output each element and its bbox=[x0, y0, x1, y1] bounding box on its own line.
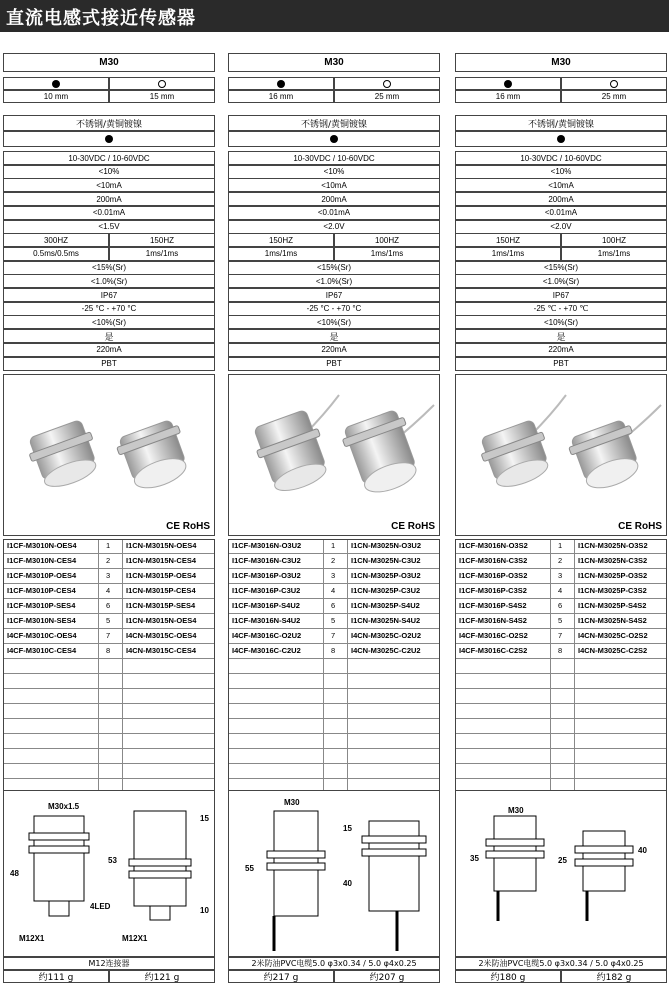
model-left: I4CF-M3016C-O2U2 bbox=[232, 631, 302, 640]
filled-dot-icon bbox=[504, 80, 512, 88]
spec-short_current: 220mA bbox=[455, 343, 667, 357]
model-num: 4 bbox=[331, 586, 336, 595]
spec-short_current: 220mA bbox=[228, 343, 440, 357]
model-num: 4 bbox=[558, 586, 563, 595]
table-row bbox=[229, 585, 439, 599]
model-right: I4CN-M3025C-C2S2 bbox=[578, 646, 648, 655]
model-num: 7 bbox=[106, 631, 111, 640]
cert-marks: CE RoHS bbox=[391, 521, 435, 532]
spec-no_load: <10mA bbox=[3, 178, 215, 192]
model-left: I1CF-M3016P-C3U2 bbox=[232, 586, 301, 595]
model-num: 2 bbox=[331, 556, 336, 565]
model-num: 1 bbox=[558, 541, 563, 550]
dimension-drawing-svg bbox=[4, 791, 214, 956]
spec-short_protect: 是 bbox=[228, 329, 440, 343]
model-left: I1CF-M3010N-CES4 bbox=[7, 556, 77, 565]
model-left: I4CF-M3016C-C2S2 bbox=[459, 646, 528, 655]
table-row bbox=[456, 630, 666, 644]
open-dot-icon bbox=[383, 80, 391, 88]
spec-temp_drift: <10%(Sr) bbox=[3, 315, 215, 329]
spec-load: 200mA bbox=[455, 192, 667, 206]
freq-right: 100HZ bbox=[561, 233, 667, 247]
spec-short_protect: 是 bbox=[455, 329, 667, 343]
spec-ripple: <10% bbox=[455, 165, 667, 179]
dim-len-right: 53 bbox=[108, 856, 117, 865]
table-row bbox=[229, 690, 439, 704]
conn-left: M12X1 bbox=[19, 934, 45, 943]
weight-right: 约182 g bbox=[561, 970, 667, 983]
table-row bbox=[4, 735, 214, 749]
table-row bbox=[229, 600, 439, 614]
dimension-drawing-svg bbox=[456, 791, 666, 956]
model-right: I1CN-M3025P-C3S2 bbox=[578, 586, 647, 595]
model-right: I1CN-M3015N-OES4 bbox=[126, 616, 197, 625]
table-row bbox=[229, 765, 439, 779]
time-left: 1ms/1ms bbox=[228, 247, 334, 261]
model-right: I4CN-M3015C-CES4 bbox=[126, 646, 197, 655]
table-row bbox=[229, 720, 439, 734]
model-left: I1CF-M3010P-OES4 bbox=[7, 571, 77, 580]
sensor-photo-illustration bbox=[229, 375, 439, 535]
spec-temp_drift: <10%(Sr) bbox=[455, 315, 667, 329]
table-row bbox=[229, 570, 439, 584]
dim-len-right: 25 bbox=[558, 856, 567, 865]
table-row bbox=[4, 540, 214, 554]
spec-short_protect: 是 bbox=[3, 329, 215, 343]
model-left: I1CF-M3010P-CES4 bbox=[7, 586, 76, 595]
flush-mount-marker bbox=[228, 77, 334, 90]
model-num: 7 bbox=[558, 631, 563, 640]
spec-ip: IP67 bbox=[3, 288, 215, 302]
nonflush-mount-marker bbox=[109, 77, 215, 90]
model-right: I1CN-M3025N-C3S2 bbox=[578, 556, 648, 565]
size-header: M30 bbox=[3, 53, 215, 72]
spec-leakage: <0.01mA bbox=[228, 206, 440, 220]
table-row bbox=[4, 675, 214, 689]
spec-short_current: 220mA bbox=[3, 343, 215, 357]
model-left: I1CF-M3016P-S4S2 bbox=[459, 601, 527, 610]
material: 不锈钢/黄铜镀镍 bbox=[3, 115, 215, 131]
filled-dot-icon bbox=[557, 135, 565, 143]
spec-ripple: <10% bbox=[3, 165, 215, 179]
material-marker bbox=[3, 131, 215, 147]
model-left: I1CF-M3016N-O3U2 bbox=[232, 541, 302, 550]
spec-voltage: 10-30VDC / 10-60VDC bbox=[228, 151, 440, 165]
model-right: I1CN-M3025P-S4S2 bbox=[578, 601, 647, 610]
flush-mount-marker bbox=[3, 77, 109, 90]
time-left: 0.5ms/0.5ms bbox=[3, 247, 109, 261]
model-left: I1CF-M3016N-S4U2 bbox=[232, 616, 301, 625]
weight-right: 约207 g bbox=[334, 970, 440, 983]
table-row bbox=[456, 660, 666, 674]
dim-led: 4LED bbox=[90, 902, 111, 911]
table-row bbox=[456, 765, 666, 779]
cert-marks: CE RoHS bbox=[618, 521, 662, 532]
model-left: I1CF-M3016N-O3S2 bbox=[459, 541, 528, 550]
table-row bbox=[229, 555, 439, 569]
size-header: M30 bbox=[228, 53, 440, 72]
filled-dot-icon bbox=[105, 135, 113, 143]
connection-type: M12连接器 bbox=[3, 957, 215, 970]
page-title-bar bbox=[0, 0, 669, 32]
sensor-photo-illustration bbox=[456, 375, 666, 535]
model-right: I1CN-M3025P-O3S2 bbox=[578, 571, 648, 580]
filled-dot-icon bbox=[277, 80, 285, 88]
model-left: I1CF-M3016P-O3S2 bbox=[459, 571, 528, 580]
model-num: 5 bbox=[558, 616, 563, 625]
dim-thread: M30 bbox=[508, 806, 524, 815]
model-num: 5 bbox=[331, 616, 336, 625]
range-left: 10 mm bbox=[3, 90, 109, 103]
table-row bbox=[456, 570, 666, 584]
model-left: I1CF-M3016N-S4S2 bbox=[459, 616, 527, 625]
model-num: 2 bbox=[558, 556, 563, 565]
range-right: 25 mm bbox=[561, 90, 667, 103]
spec-repeat: <1.0%(Sr) bbox=[3, 274, 215, 288]
model-left: I4CF-M3016C-C2U2 bbox=[232, 646, 301, 655]
product-column-1 bbox=[3, 53, 215, 983]
material-marker bbox=[455, 131, 667, 147]
dim-len-right: 40 bbox=[343, 879, 352, 888]
open-dot-icon bbox=[610, 80, 618, 88]
freq-left: 150HZ bbox=[455, 233, 561, 247]
conn-right: M12X1 bbox=[122, 934, 148, 943]
table-row bbox=[456, 585, 666, 599]
model-num: 6 bbox=[558, 601, 563, 610]
table-row bbox=[229, 630, 439, 644]
dim-len-left: 55 bbox=[245, 864, 254, 873]
spec-repeat: <1.0%(Sr) bbox=[455, 274, 667, 288]
model-left: I4CF-M3010C-OES4 bbox=[7, 631, 77, 640]
table-row bbox=[229, 615, 439, 629]
connection-type: 2米防油PVC电缆5.0 φ3x0.34 / 5.0 φ4x0.25 bbox=[455, 957, 667, 970]
model-num: 3 bbox=[558, 571, 563, 580]
table-row bbox=[456, 645, 666, 659]
table-row bbox=[456, 705, 666, 719]
dim-bottom: 40 bbox=[638, 846, 647, 855]
spec-temp_drift: <10%(Sr) bbox=[228, 315, 440, 329]
spec-hysteresis: <15%(Sr) bbox=[228, 261, 440, 275]
dim-top: 15 bbox=[200, 814, 209, 823]
table-row bbox=[229, 540, 439, 554]
time-right: 1ms/1ms bbox=[334, 247, 440, 261]
range-left: 16 mm bbox=[455, 90, 561, 103]
model-right: I4CN-M3025C-O2U2 bbox=[351, 631, 422, 640]
table-row bbox=[4, 570, 214, 584]
model-right: I1CN-M3015P-CES4 bbox=[126, 586, 196, 595]
range-right: 25 mm bbox=[334, 90, 440, 103]
table-row bbox=[4, 720, 214, 734]
table-row bbox=[4, 645, 214, 659]
model-right: I4CN-M3015C-OES4 bbox=[126, 631, 197, 640]
model-right: I1CN-M3025N-S4U2 bbox=[351, 616, 421, 625]
dim-top: 15 bbox=[343, 824, 352, 833]
filled-dot-icon bbox=[330, 135, 338, 143]
table-row bbox=[456, 675, 666, 689]
table-row bbox=[456, 720, 666, 734]
table-row bbox=[4, 750, 214, 764]
model-num: 6 bbox=[331, 601, 336, 610]
product-column-3 bbox=[455, 53, 667, 983]
weight-right: 约121 g bbox=[109, 970, 215, 983]
model-num: 6 bbox=[106, 601, 111, 610]
model-right: I1CN-M3025P-S4U2 bbox=[351, 601, 420, 610]
model-right: I1CN-M3015P-SES4 bbox=[126, 601, 196, 610]
nonflush-mount-marker bbox=[561, 77, 667, 90]
freq-right: 100HZ bbox=[334, 233, 440, 247]
table-row bbox=[456, 690, 666, 704]
size-header: M30 bbox=[455, 53, 667, 72]
spec-hysteresis: <15%(Sr) bbox=[455, 261, 667, 275]
table-row bbox=[229, 735, 439, 749]
table-row bbox=[4, 705, 214, 719]
model-left: I1CF-M3016P-O3U2 bbox=[232, 571, 301, 580]
table-row bbox=[229, 645, 439, 659]
model-left: I1CF-M3016N-C3U2 bbox=[232, 556, 301, 565]
spec-ip: IP67 bbox=[228, 288, 440, 302]
table-row bbox=[229, 705, 439, 719]
weight-left: 约180 g bbox=[455, 970, 561, 983]
range-right: 15 mm bbox=[109, 90, 215, 103]
open-dot-icon bbox=[158, 80, 166, 88]
model-num: 7 bbox=[331, 631, 336, 640]
spec-load: 200mA bbox=[3, 192, 215, 206]
sensor-photo-illustration bbox=[4, 375, 214, 535]
model-right: I1CN-M3025P-O3U2 bbox=[351, 571, 421, 580]
product-photo bbox=[455, 374, 667, 536]
spec-voltage: 10-30VDC / 10-60VDC bbox=[3, 151, 215, 165]
product-column-2 bbox=[228, 53, 440, 983]
table-row bbox=[456, 615, 666, 629]
model-right: I1CN-M3015P-OES4 bbox=[126, 571, 197, 580]
range-left: 16 mm bbox=[228, 90, 334, 103]
model-num: 5 bbox=[106, 616, 111, 625]
model-num: 1 bbox=[106, 541, 111, 550]
weight-left: 约111 g bbox=[3, 970, 109, 983]
model-num: 3 bbox=[331, 571, 336, 580]
spec-repeat: <1.0%(Sr) bbox=[228, 274, 440, 288]
model-left: I4CF-M3010C-CES4 bbox=[7, 646, 77, 655]
model-right: I1CN-M3025P-C3U2 bbox=[351, 586, 421, 595]
material-marker bbox=[228, 131, 440, 147]
model-num: 8 bbox=[106, 646, 111, 655]
model-right: I4CN-M3025C-O2S2 bbox=[578, 631, 648, 640]
model-num: 4 bbox=[106, 586, 111, 595]
model-right: I1CN-M3025N-C3U2 bbox=[351, 556, 421, 565]
product-photo bbox=[228, 374, 440, 536]
table-row bbox=[4, 765, 214, 779]
model-right: I4CN-M3025C-C2U2 bbox=[351, 646, 421, 655]
table-row bbox=[229, 675, 439, 689]
time-right: 1ms/1ms bbox=[109, 247, 215, 261]
dimension-drawing bbox=[228, 790, 440, 957]
dim-len-left: 35 bbox=[470, 854, 479, 863]
freq-left: 300HZ bbox=[3, 233, 109, 247]
model-num: 1 bbox=[331, 541, 336, 550]
spec-no_load: <10mA bbox=[455, 178, 667, 192]
table-row bbox=[4, 585, 214, 599]
freq-right: 150HZ bbox=[109, 233, 215, 247]
dimension-drawing bbox=[455, 790, 667, 957]
model-left: I1CF-M3010P-SES4 bbox=[7, 601, 76, 610]
dim-thread: M30x1.5 bbox=[48, 802, 80, 811]
time-left: 1ms/1ms bbox=[455, 247, 561, 261]
model-num: 8 bbox=[331, 646, 336, 655]
table-row bbox=[456, 600, 666, 614]
table-row bbox=[229, 660, 439, 674]
model-left: I1CF-M3010N-OES4 bbox=[7, 541, 77, 550]
filled-dot-icon bbox=[52, 80, 60, 88]
model-right: I1CN-M3025N-S4S2 bbox=[578, 616, 647, 625]
spec-hysteresis: <15%(Sr) bbox=[3, 261, 215, 275]
spec-leakage: <0.01mA bbox=[455, 206, 667, 220]
table-row bbox=[456, 540, 666, 554]
model-right: I1CN-M3025N-O3S2 bbox=[578, 541, 648, 550]
spec-temp: -25 ℃ - +70 ℃ bbox=[455, 302, 667, 316]
spec-voltage: 10-30VDC / 10-60VDC bbox=[455, 151, 667, 165]
dim-len-left: 48 bbox=[10, 869, 19, 878]
flush-mount-marker bbox=[455, 77, 561, 90]
table-row bbox=[229, 750, 439, 764]
model-num: 8 bbox=[558, 646, 563, 655]
model-left: I1CF-M3016N-C3S2 bbox=[459, 556, 528, 565]
spec-leakage: <0.01mA bbox=[3, 206, 215, 220]
table-row bbox=[4, 600, 214, 614]
material: 不锈钢/黄铜镀镍 bbox=[228, 115, 440, 131]
spec-temp: -25 °C - +70 °C bbox=[228, 302, 440, 316]
product-photo bbox=[3, 374, 215, 536]
table-row bbox=[4, 690, 214, 704]
spec-housing: PBT bbox=[228, 357, 440, 371]
time-right: 1ms/1ms bbox=[561, 247, 667, 261]
table-row bbox=[456, 735, 666, 749]
model-right: I1CN-M3025N-O3U2 bbox=[351, 541, 422, 550]
spec-drop: <2.0V bbox=[228, 220, 440, 234]
model-left: I1CF-M3016P-C3S2 bbox=[459, 586, 527, 595]
spec-load: 200mA bbox=[228, 192, 440, 206]
weight-left: 约217 g bbox=[228, 970, 334, 983]
spec-housing: PBT bbox=[3, 357, 215, 371]
model-left: I1CF-M3016P-S4U2 bbox=[232, 601, 300, 610]
dimension-drawing bbox=[3, 790, 215, 957]
dimension-drawing-svg bbox=[229, 791, 439, 956]
model-left: I1CF-M3010N-SES4 bbox=[7, 616, 76, 625]
page-title: 直流电感式接近传感器 bbox=[6, 8, 196, 29]
freq-left: 150HZ bbox=[228, 233, 334, 247]
table-row bbox=[4, 555, 214, 569]
dim-thread: M30 bbox=[284, 798, 300, 807]
material: 不锈钢/黄铜镀镍 bbox=[455, 115, 667, 131]
cert-marks: CE RoHS bbox=[166, 521, 210, 532]
table-row bbox=[4, 660, 214, 674]
spec-drop: <2.0V bbox=[455, 220, 667, 234]
model-right: I1CN-M3015N-OES4 bbox=[126, 541, 197, 550]
nonflush-mount-marker bbox=[334, 77, 440, 90]
table-row bbox=[4, 630, 214, 644]
spec-temp: -25 °C - +70 °C bbox=[3, 302, 215, 316]
model-left: I4CF-M3016C-O2S2 bbox=[459, 631, 528, 640]
table-row bbox=[4, 615, 214, 629]
spec-ip: IP67 bbox=[455, 288, 667, 302]
model-num: 3 bbox=[106, 571, 111, 580]
dim-bottom: 10 bbox=[200, 906, 209, 915]
spec-ripple: <10% bbox=[228, 165, 440, 179]
spec-housing: PBT bbox=[455, 357, 667, 371]
spec-no_load: <10mA bbox=[228, 178, 440, 192]
table-row bbox=[456, 750, 666, 764]
table-row bbox=[456, 555, 666, 569]
model-num: 2 bbox=[106, 556, 111, 565]
connection-type: 2米防油PVC电缆5.0 φ3x0.34 / 5.0 φ4x0.25 bbox=[228, 957, 440, 970]
spec-drop: <1.5V bbox=[3, 220, 215, 234]
model-right: I1CN-M3015N-CES4 bbox=[126, 556, 197, 565]
